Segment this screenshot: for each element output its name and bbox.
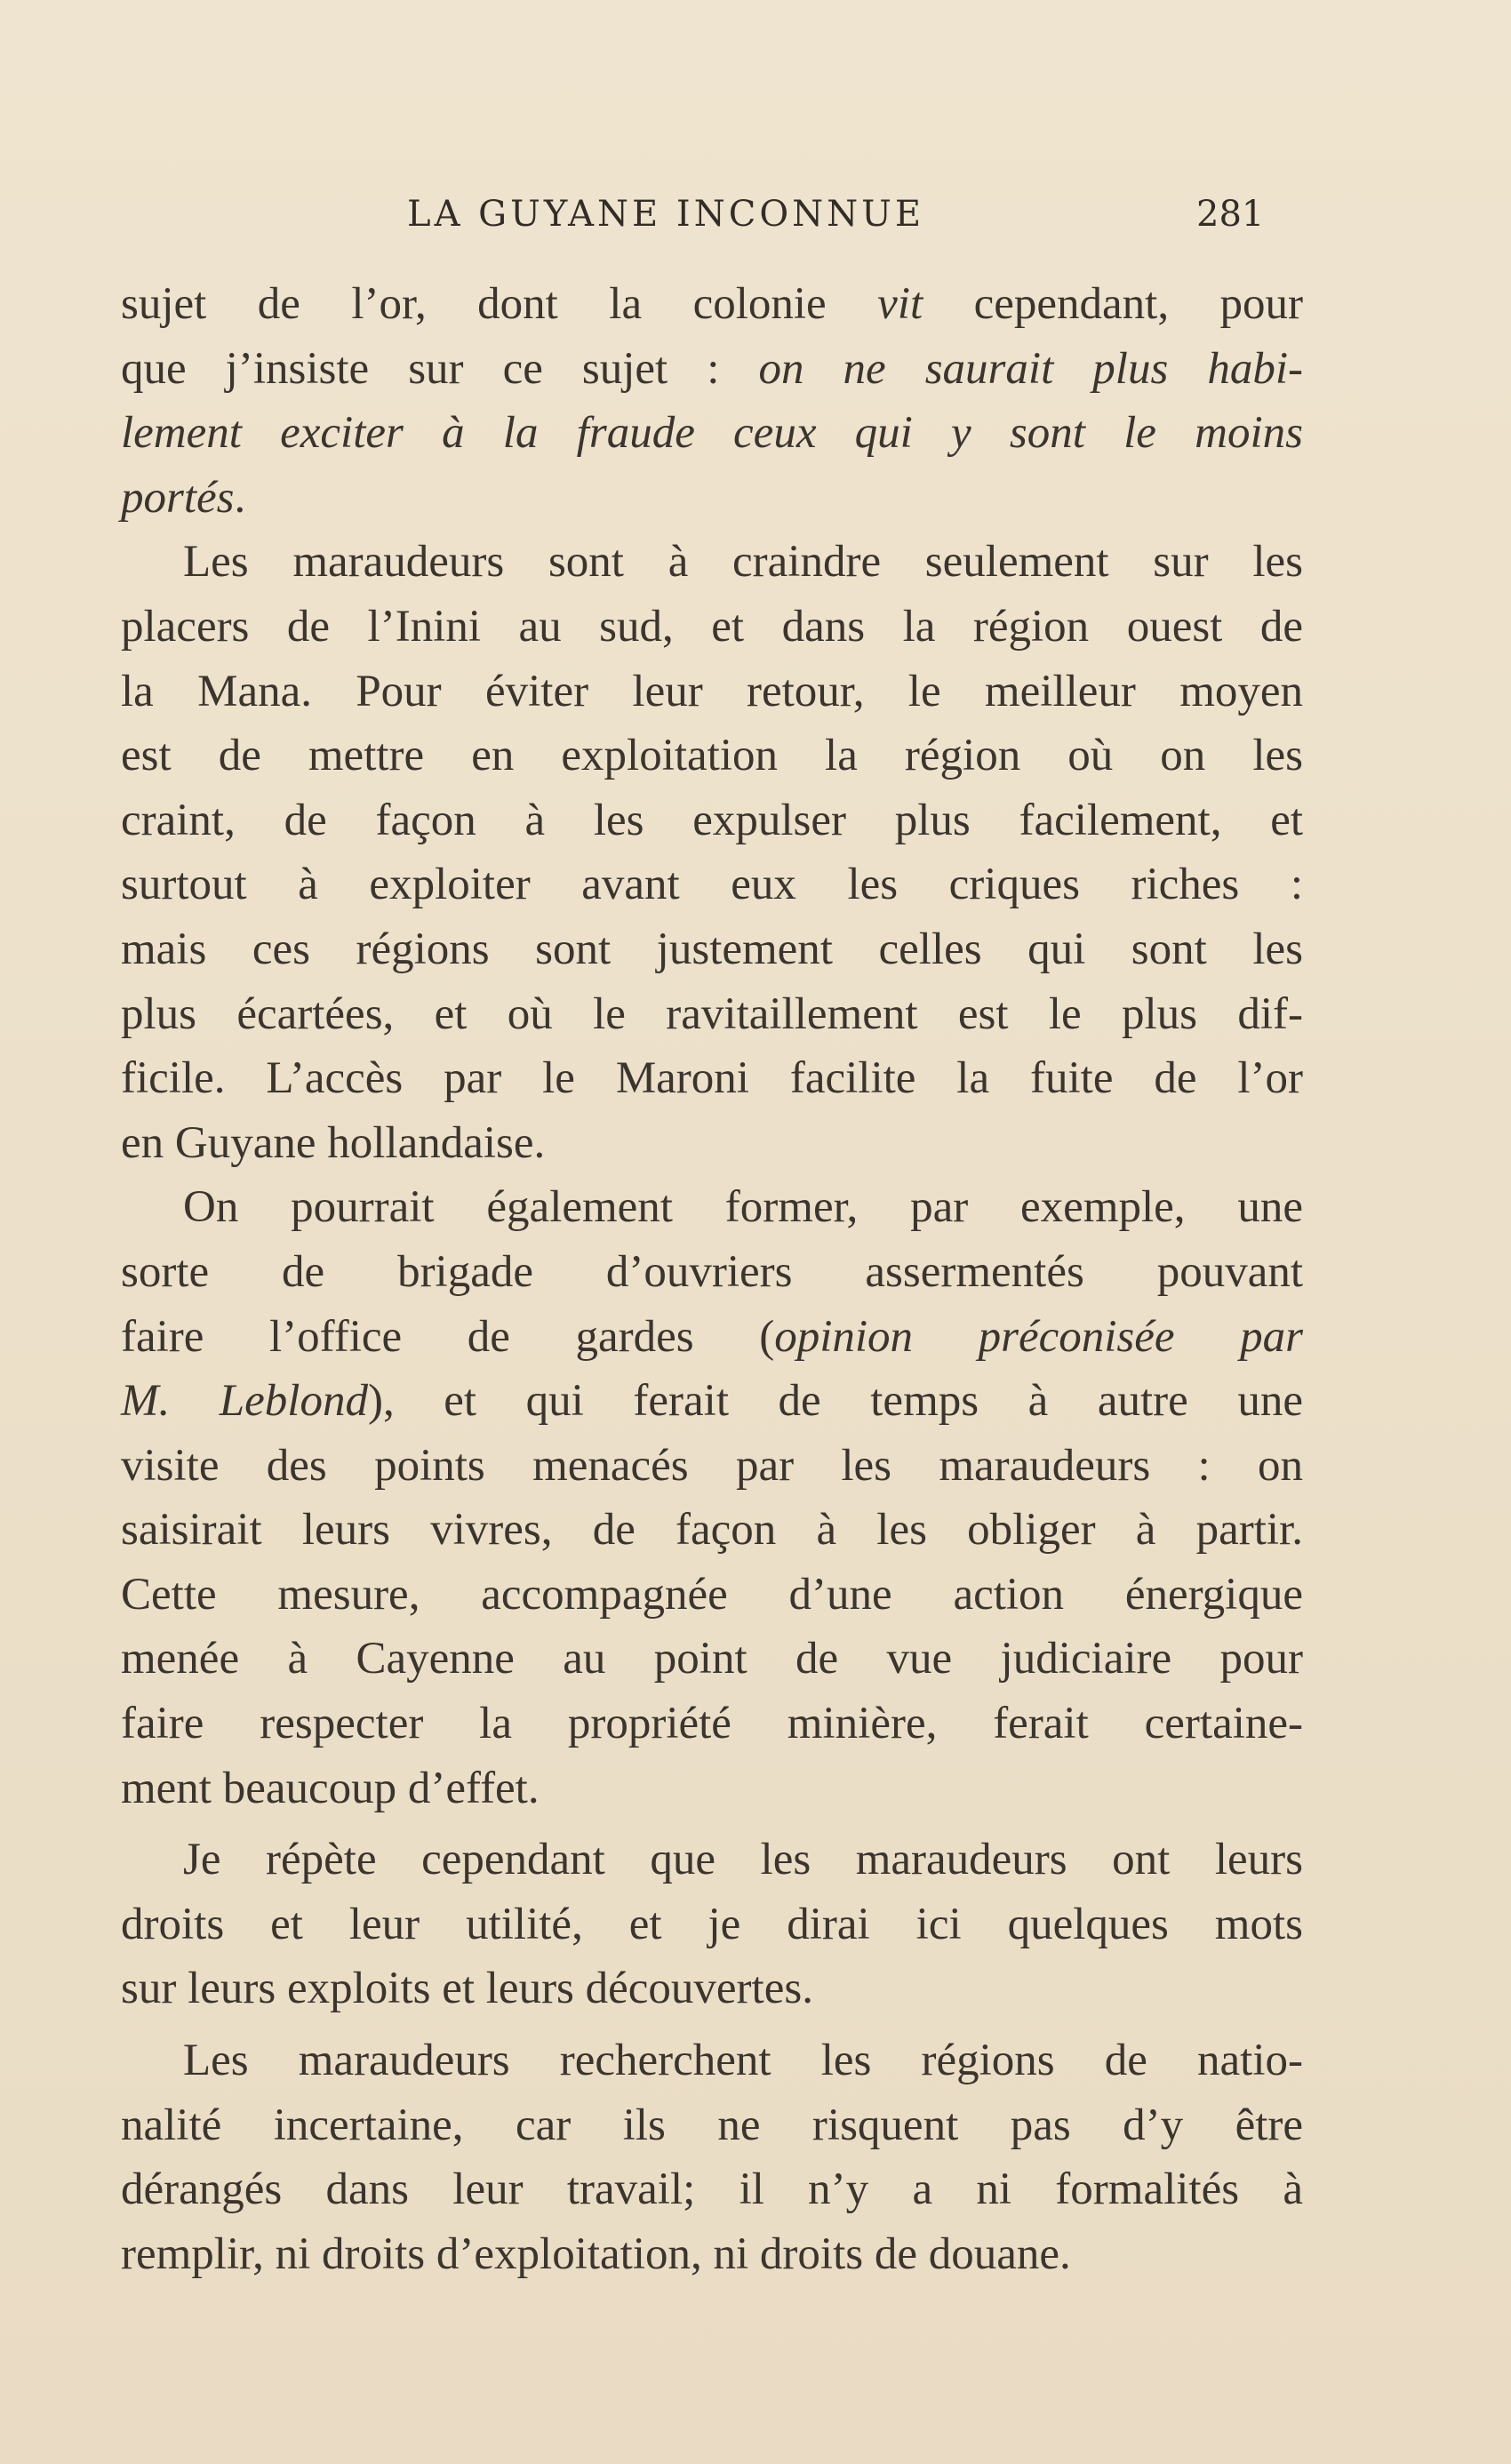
text-segment: On pourrait également former, par exemple, une [183,1182,1303,1233]
text-line [121,1175,1303,1240]
text-segment: sorte de brigade d’ouvriers assermentés pouvant [121,1246,1303,1297]
text-segment: plus écartées, et où le ravitaillement est le plus dif- [121,988,1303,1039]
text-line [121,2222,1303,2287]
text-segment: est de mettre en exploitation la région où on les [121,731,1303,781]
text-line [121,272,1303,337]
text-segment: placers de l’Inini au sud, et dans la région ouest de [121,601,1303,652]
text-line [121,1756,1303,1821]
text-segment: sujet de l’or, dont la colonie [121,279,878,329]
text-segment: saisirait leurs vivres, de façon à les obliger à partir. [121,1505,1303,1556]
body-text [121,272,1303,2286]
text-line [121,724,1303,788]
text-segment: sur leurs exploits et leurs découvertes. [121,1964,813,2014]
text-segment: en Guyane hollandaise. [121,1117,546,1168]
text-line [121,917,1303,982]
running-title: LA GUYANE INCONNUE [407,194,925,235]
text-segment: faire l’office de gardes ( [121,1311,775,1362]
text-segment: menée à Cayenne au point de vue judiciaire pour [121,1634,1303,1684]
text-line [121,595,1303,660]
italic-text: portés [121,472,235,523]
italic-text: vit [877,279,923,329]
text-segment: surtout à exploiter avant eux les criques riches : [121,860,1303,910]
text-segment: cependant, pour [923,279,1304,329]
text-line [121,1305,1303,1370]
text-line [121,1111,1303,1176]
text-segment: nalité incertaine, car ils ne risquent pas d’y être [121,2100,1303,2150]
text-line [121,1046,1303,1111]
text-line [121,2157,1303,2222]
text-line [121,1956,1303,2021]
text-line [121,1240,1303,1305]
text-line [121,1627,1303,1692]
paragraph [121,2028,1303,2286]
italic-text: on ne saurait plus habi- [758,343,1303,394]
italic-text: opinion préconisée par [774,1311,1303,1362]
text-segment: droits et leur utilité, et je dirai ici quelques mots [121,1899,1303,1949]
text-segment: Les maraudeurs recherchent les régions de natio- [183,2036,1303,2086]
paragraph [121,530,1303,1175]
text-segment: ment beaucoup d’effet. [121,1763,540,1813]
text-segment: mais ces régions sont justement celles qui sont les [121,924,1303,974]
text-line [121,1563,1303,1628]
italic-text: lement exciter à la fraude ceux qui y sont le moins [121,408,1303,459]
text-line [121,1892,1303,1957]
text-segment: la Mana. Pour éviter leur retour, le meilleur moyen [121,666,1303,716]
text-line [121,2093,1303,2158]
text-line [121,1369,1303,1434]
text-segment: ficile. L’accès par le Maroni facilite la fuite de l’or [121,1053,1303,1104]
text-segment: visite des points menacés par les maraudeurs : on [121,1440,1303,1491]
text-line [121,530,1303,595]
text-line [121,660,1303,724]
page-header [0,194,1511,247]
italic-text: M. Leblond [121,1376,368,1427]
text-segment: que j’insiste sur ce sujet : [121,343,759,394]
text-line [121,337,1303,402]
paragraph [121,272,1303,530]
text-segment: Cette mesure, accompagnée d’une action énergique [121,1569,1303,1620]
text-segment: dérangés dans leur travail; il n’y a ni formalités à [121,2164,1303,2215]
paragraph [121,1828,1303,2021]
page-number: 281 [1196,194,1265,235]
text-line [121,1434,1303,1499]
text-segment: remplir, ni droits d’exploitation, ni droits de douane. [121,2228,1071,2279]
text-line [121,2028,1303,2093]
text-line [121,982,1303,1047]
paragraph [121,1175,1303,1820]
text-line [121,1692,1303,1756]
text-line [121,852,1303,917]
text-segment: . [234,472,246,523]
text-line [121,401,1303,466]
text-segment: Les maraudeurs sont à craindre seulement sur les [183,537,1303,588]
text-line [121,788,1303,853]
text-segment: ), et qui ferait de temps à autre une [367,1376,1303,1427]
text-segment: craint, de façon à les expulser plus facilement, et [121,795,1303,845]
text-line [121,1828,1303,1892]
text-line [121,1498,1303,1563]
text-line [121,466,1303,531]
text-segment: Je répète cependant que les maraudeurs ont leurs [183,1835,1303,1885]
text-segment: faire respecter la propriété minière, ferait certaine- [121,1699,1303,1749]
